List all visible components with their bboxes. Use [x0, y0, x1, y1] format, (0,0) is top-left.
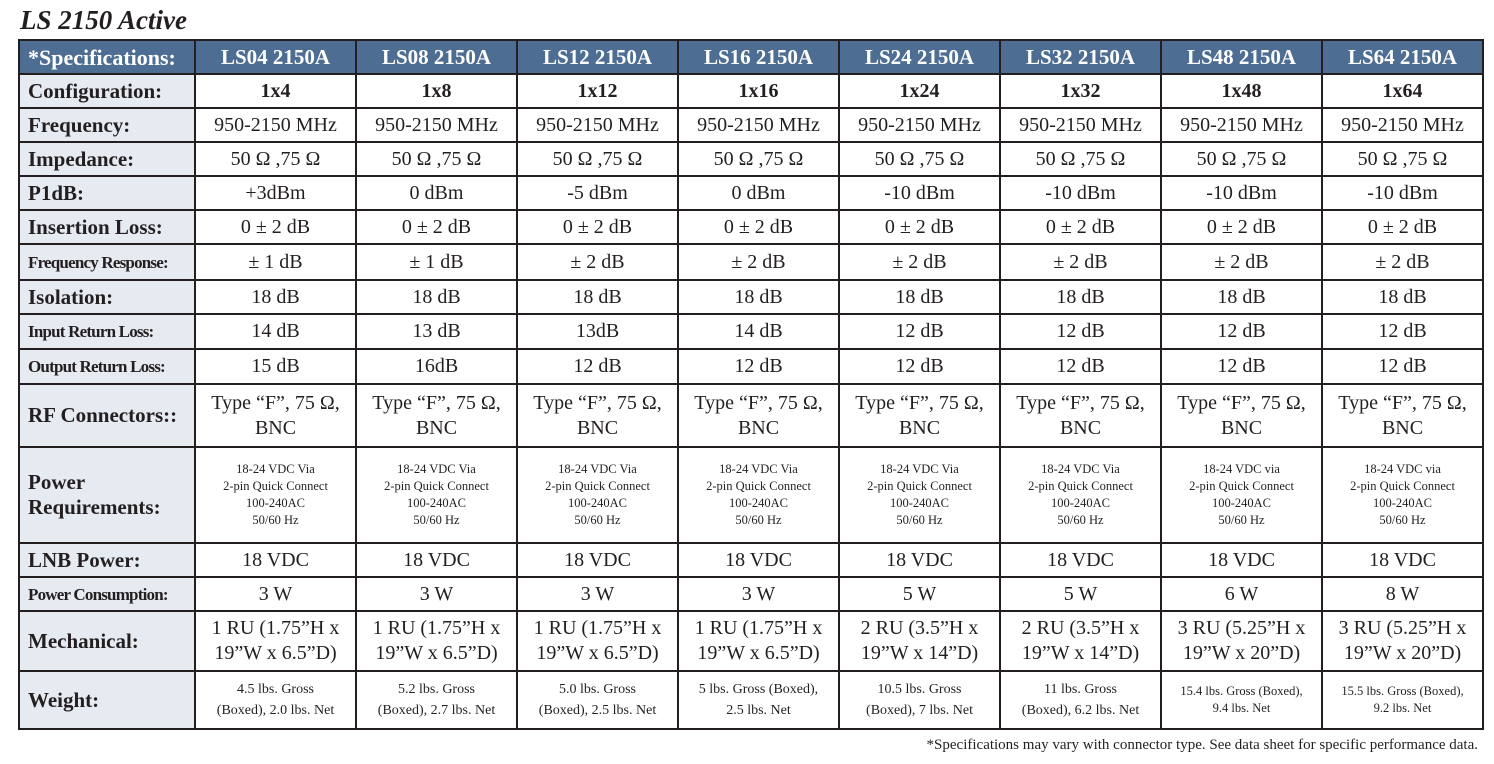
table-cell: 50 Ω ,75 Ω — [1000, 142, 1161, 176]
table-cell: 50 Ω ,75 Ω — [195, 142, 356, 176]
table-cell: 0 ± 2 dB — [1322, 210, 1483, 244]
table-row-lnb-power — [19, 543, 1483, 577]
table-cell — [517, 447, 678, 543]
table-cell: -10 dBm — [1322, 176, 1483, 210]
table-cell: 18 VDC — [1322, 543, 1483, 577]
cell-line: Type “F”, 75 Ω, — [855, 391, 984, 414]
table-cell: 15 dB — [195, 349, 356, 384]
cell-line: 50/60 Hz — [1379, 513, 1426, 527]
cell-line: 19”W x 14”D) — [1021, 642, 1140, 664]
header-label: *Specifications: — [19, 40, 195, 74]
table-row-isolation — [19, 280, 1483, 314]
table-cell: 50 Ω ,75 Ω — [517, 142, 678, 176]
cell-line: 2-pin Quick Connect — [1350, 479, 1455, 493]
model-name: LS24 2150A — [839, 40, 1000, 74]
cell-line: 18-24 VDC Via — [236, 462, 315, 476]
table-cell — [839, 611, 1000, 671]
table-cell — [839, 671, 1000, 729]
table-cell: 5 W — [1000, 577, 1161, 611]
cell-line: 2-pin Quick Connect — [223, 479, 328, 493]
table-cell: ± 1 dB — [356, 244, 517, 280]
table-cell: 950-2150 MHz — [678, 108, 839, 142]
cell-line: 18-24 VDC Via — [558, 462, 637, 476]
cell-line: 1 RU (1.75”H x — [694, 617, 823, 639]
row-label — [19, 671, 195, 729]
cell-line: (Boxed), 2.5 lbs. Net — [538, 703, 657, 718]
cell-line: BNC — [1381, 416, 1424, 439]
table-cell: -10 dBm — [1161, 176, 1322, 210]
table-cell — [1322, 447, 1483, 543]
table-cell — [195, 611, 356, 671]
row-label: Configuration: — [19, 74, 195, 108]
table-cell: 12 dB — [678, 349, 839, 384]
table-cell — [1322, 611, 1483, 671]
cell-line: BNC — [737, 416, 780, 439]
table-cell — [1161, 671, 1322, 729]
table-cell: 3 W — [195, 577, 356, 611]
table-cell: ± 1 dB — [195, 244, 356, 280]
table-cell — [678, 611, 839, 671]
cell-line: 2-pin Quick Connect — [1028, 479, 1133, 493]
table-cell: 950-2150 MHz — [1322, 108, 1483, 142]
table-cell: ± 2 dB — [839, 244, 1000, 280]
cell-line: 100-240AC — [889, 496, 950, 510]
cell-line: 9.2 lbs. Net — [1373, 701, 1432, 715]
cell-line: 15.4 lbs. Gross (Boxed), — [1180, 684, 1303, 698]
cell-line: 19”W x 6.5”D) — [697, 642, 820, 664]
cell-line: 50/60 Hz — [574, 513, 621, 527]
cell-line: 19”W x 14”D) — [860, 642, 979, 664]
cell-line: Type “F”, 75 Ω, — [372, 391, 501, 414]
table-cell: -10 dBm — [1000, 176, 1161, 210]
cell-line: 1 RU (1.75”H x — [533, 617, 662, 639]
model-name: LS08 2150A — [356, 40, 517, 74]
cell-line: Type “F”, 75 Ω, — [1338, 391, 1467, 414]
row-label: Power Consumption: — [19, 577, 195, 611]
table-row-rf-connectors — [19, 384, 1483, 447]
row-label — [19, 611, 195, 671]
table-cell: 50 Ω ,75 Ω — [356, 142, 517, 176]
table-row-weight — [19, 671, 1483, 729]
cell-line: 50/60 Hz — [413, 513, 460, 527]
table-cell — [1000, 611, 1161, 671]
table-cell — [1161, 447, 1322, 543]
table-cell: -5 dBm — [517, 176, 678, 210]
cell-line: 11 lbs. Gross — [1044, 682, 1117, 697]
cell-line: (Boxed), 7 lbs. Net — [866, 703, 973, 718]
table-cell: 0 ± 2 dB — [678, 210, 839, 244]
model-name: LS04 2150A — [195, 40, 356, 74]
table-cell: 50 Ω ,75 Ω — [1322, 142, 1483, 176]
cell-line: Type “F”, 75 Ω, — [211, 391, 340, 414]
cell-line: 19”W x 6.5”D) — [375, 642, 498, 664]
table-row-mechanical — [19, 611, 1483, 671]
table-cell: 18 VDC — [1161, 543, 1322, 577]
cell-line: 2-pin Quick Connect — [1189, 479, 1294, 493]
table-cell — [678, 671, 839, 729]
row-label: Output Return Loss: — [19, 349, 195, 384]
table-cell — [1000, 447, 1161, 543]
cell-line: 50/60 Hz — [735, 513, 782, 527]
cell-line: Type “F”, 75 Ω, — [533, 391, 662, 414]
table-cell: 950-2150 MHz — [517, 108, 678, 142]
table-cell: 1x4 — [195, 74, 356, 108]
row-label — [19, 384, 195, 447]
table-cell: 18 dB — [517, 280, 678, 314]
table-cell — [839, 447, 1000, 543]
cell-line: (Boxed), 6.2 lbs. Net — [1021, 703, 1140, 718]
table-cell — [517, 611, 678, 671]
cell-line: 2 RU (3.5”H x — [1021, 617, 1140, 639]
cell-line: 1 RU (1.75”H x — [211, 617, 340, 639]
table-cell: ± 2 dB — [1000, 244, 1161, 280]
cell-line: 100-240AC — [406, 496, 467, 510]
table-cell: 950-2150 MHz — [356, 108, 517, 142]
table-cell: 950-2150 MHz — [839, 108, 1000, 142]
cell-line: 15.5 lbs. Gross (Boxed), — [1341, 684, 1464, 698]
table-cell: 3 W — [356, 577, 517, 611]
table-cell: 18 VDC — [839, 543, 1000, 577]
page-title: LS 2150 Active — [20, 5, 187, 35]
table-cell: 950-2150 MHz — [1161, 108, 1322, 142]
row-label: Impedance: — [19, 142, 195, 176]
table-cell: 13 dB — [356, 314, 517, 349]
table-cell: 6 W — [1161, 577, 1322, 611]
table-cell: 18 dB — [678, 280, 839, 314]
cell-line: BNC — [1220, 416, 1263, 439]
table-cell — [1322, 384, 1483, 447]
table-cell: 50 Ω ,75 Ω — [678, 142, 839, 176]
model-name: LS64 2150A — [1322, 40, 1483, 74]
table-cell — [517, 384, 678, 447]
table-cell: 18 dB — [356, 280, 517, 314]
table-cell: 14 dB — [678, 314, 839, 349]
table-row-input-return-loss — [19, 314, 1483, 349]
table-cell — [356, 384, 517, 447]
table-cell: 18 VDC — [517, 543, 678, 577]
table-row-power-requirements — [19, 447, 1483, 543]
table-cell — [195, 447, 356, 543]
table-cell: 16dB — [356, 349, 517, 384]
cell-line: 2 RU (3.5”H x — [860, 617, 979, 639]
table-cell: 12 dB — [517, 349, 678, 384]
row-label-line: Weight: — [28, 687, 100, 712]
row-label: LNB Power: — [19, 543, 195, 577]
cell-line: BNC — [254, 416, 297, 439]
cell-line: 50/60 Hz — [252, 513, 299, 527]
cell-line: BNC — [415, 416, 458, 439]
cell-line: 2-pin Quick Connect — [706, 479, 811, 493]
cell-line: 50/60 Hz — [1057, 513, 1104, 527]
table-cell: 18 VDC — [1000, 543, 1161, 577]
table-cell: 12 dB — [1322, 314, 1483, 349]
cell-line: 2-pin Quick Connect — [867, 479, 972, 493]
table-cell: 0 dBm — [356, 176, 517, 210]
cell-line: 19”W x 6.5”D) — [214, 642, 337, 664]
table-cell — [356, 671, 517, 729]
table-cell: 5 W — [839, 577, 1000, 611]
table-cell — [195, 671, 356, 729]
cell-line: (Boxed), 2.7 lbs. Net — [377, 703, 496, 718]
table-cell: 0 ± 2 dB — [1161, 210, 1322, 244]
cell-line: Type “F”, 75 Ω, — [1016, 391, 1145, 414]
table-cell: 0 ± 2 dB — [195, 210, 356, 244]
cell-line: 5.0 lbs. Gross — [558, 682, 636, 697]
cell-line: 100-240AC — [1211, 496, 1272, 510]
table-cell: 8 W — [1322, 577, 1483, 611]
cell-line: 2.5 lbs. Net — [726, 703, 791, 718]
cell-line: 19”W x 20”D) — [1343, 642, 1462, 664]
row-label-line: Mechanical: — [28, 628, 139, 653]
row-label — [19, 447, 195, 543]
table-cell — [839, 384, 1000, 447]
table-row-p1db — [19, 176, 1483, 210]
table-cell: 12 dB — [839, 349, 1000, 384]
cell-line: 19”W x 6.5”D) — [536, 642, 659, 664]
table-cell: 18 VDC — [356, 543, 517, 577]
table-cell: ± 2 dB — [1161, 244, 1322, 280]
table-cell: ± 2 dB — [517, 244, 678, 280]
cell-line: 18-24 VDC via — [1364, 462, 1441, 476]
table-cell: 950-2150 MHz — [195, 108, 356, 142]
table-cell: 12 dB — [1322, 349, 1483, 384]
table-cell: 1x64 — [1322, 74, 1483, 108]
cell-line: 5.2 lbs. Gross — [397, 682, 475, 697]
model-name: LS32 2150A — [1000, 40, 1161, 74]
table-cell: 50 Ω ,75 Ω — [839, 142, 1000, 176]
table-row-impedance — [19, 142, 1483, 176]
table-cell: 18 dB — [839, 280, 1000, 314]
model-name: LS48 2150A — [1161, 40, 1322, 74]
table-cell: 14 dB — [195, 314, 356, 349]
cell-line: 9.4 lbs. Net — [1212, 701, 1271, 715]
table-cell: 1x24 — [839, 74, 1000, 108]
cell-line: 2-pin Quick Connect — [384, 479, 489, 493]
table-cell: 1x32 — [1000, 74, 1161, 108]
table-cell: 12 dB — [839, 314, 1000, 349]
table-cell: ± 2 dB — [1322, 244, 1483, 280]
cell-line: 50/60 Hz — [896, 513, 943, 527]
cell-line: 100-240AC — [728, 496, 789, 510]
table-header-row — [19, 40, 1483, 74]
table-cell: 0 ± 2 dB — [356, 210, 517, 244]
table-cell: 0 ± 2 dB — [517, 210, 678, 244]
table-cell — [1000, 671, 1161, 729]
cell-line: 18-24 VDC Via — [719, 462, 798, 476]
table-cell — [356, 447, 517, 543]
row-label: Frequency Response: — [19, 244, 195, 280]
table-cell — [1161, 384, 1322, 447]
row-label: Frequency: — [19, 108, 195, 142]
row-label: P1dB: — [19, 176, 195, 210]
table-cell — [1161, 611, 1322, 671]
table-cell: 1x48 — [1161, 74, 1322, 108]
cell-line: 2-pin Quick Connect — [545, 479, 650, 493]
row-label: Input Return Loss: — [19, 314, 195, 349]
table-cell: 950-2150 MHz — [1000, 108, 1161, 142]
table-cell: 1x12 — [517, 74, 678, 108]
table-cell: 1x8 — [356, 74, 517, 108]
table-row-output-return-loss — [19, 349, 1483, 384]
table-cell: 18 dB — [1161, 280, 1322, 314]
cell-line: 100-240AC — [1050, 496, 1111, 510]
table-cell — [195, 384, 356, 447]
cell-line: 50/60 Hz — [1218, 513, 1265, 527]
cell-line: (Boxed), 2.0 lbs. Net — [216, 703, 335, 718]
table-row-power-consumption — [19, 577, 1483, 611]
table-cell: 12 dB — [1161, 349, 1322, 384]
footnote: *Specifications may vary with connector type. See data sheet for specific performance data. — [926, 737, 1478, 753]
cell-line: 100-240AC — [245, 496, 306, 510]
table-cell — [678, 384, 839, 447]
table-cell: -10 dBm — [839, 176, 1000, 210]
specifications-table — [18, 39, 1484, 730]
table-cell — [356, 611, 517, 671]
row-label: Isolation: — [19, 280, 195, 314]
table-cell: 18 dB — [195, 280, 356, 314]
cell-line: 100-240AC — [1372, 496, 1433, 510]
cell-line: 18-24 VDC Via — [1041, 462, 1120, 476]
model-name: LS16 2150A — [678, 40, 839, 74]
table-cell: 18 dB — [1000, 280, 1161, 314]
cell-line: 3 RU (5.25”H x — [1338, 617, 1467, 639]
cell-line: 18-24 VDC via — [1203, 462, 1280, 476]
table-cell: 18 VDC — [678, 543, 839, 577]
table-cell: ± 2 dB — [678, 244, 839, 280]
cell-line: 4.5 lbs. Gross — [236, 682, 314, 697]
table-cell: 18 dB — [1322, 280, 1483, 314]
row-label: Insertion Loss: — [19, 210, 195, 244]
table-cell: 0 ± 2 dB — [839, 210, 1000, 244]
table-row-configuration — [19, 74, 1483, 108]
cell-line: 100-240AC — [567, 496, 628, 510]
table-cell: 12 dB — [1000, 314, 1161, 349]
table-cell: +3dBm — [195, 176, 356, 210]
table-cell: 3 W — [517, 577, 678, 611]
cell-line: 19”W x 20”D) — [1182, 642, 1301, 664]
table-cell: 3 W — [678, 577, 839, 611]
row-label-line: RF Connectors:: — [28, 403, 178, 427]
table-cell: 1x16 — [678, 74, 839, 108]
table-cell: 12 dB — [1000, 349, 1161, 384]
cell-line: BNC — [1059, 416, 1102, 439]
table-row-insertion-loss — [19, 210, 1483, 244]
cell-line: BNC — [898, 416, 941, 439]
row-label-line: Requirements: — [28, 495, 161, 519]
cell-line: 18-24 VDC Via — [880, 462, 959, 476]
cell-line: BNC — [576, 416, 619, 439]
table-cell — [1322, 671, 1483, 729]
table-cell — [678, 447, 839, 543]
cell-line: Type “F”, 75 Ω, — [1177, 391, 1306, 414]
table-cell: 13dB — [517, 314, 678, 349]
cell-line: 10.5 lbs. Gross — [877, 682, 962, 697]
table-row-frequency-response — [19, 244, 1483, 280]
cell-line: 5 lbs. Gross (Boxed), — [698, 682, 819, 697]
cell-line: 18-24 VDC Via — [397, 462, 476, 476]
cell-line: 3 RU (5.25”H x — [1177, 617, 1306, 639]
table-cell: 50 Ω ,75 Ω — [1161, 142, 1322, 176]
table-cell — [517, 671, 678, 729]
table-cell: 0 dBm — [678, 176, 839, 210]
cell-line: 1 RU (1.75”H x — [372, 617, 501, 639]
row-label-line: Power — [28, 470, 86, 494]
model-name: LS12 2150A — [517, 40, 678, 74]
cell-line: Type “F”, 75 Ω, — [694, 391, 823, 414]
table-cell — [1000, 384, 1161, 447]
table-cell: 18 VDC — [195, 543, 356, 577]
table-cell: 12 dB — [1161, 314, 1322, 349]
table-row-frequency — [19, 108, 1483, 142]
table-cell: 0 ± 2 dB — [1000, 210, 1161, 244]
